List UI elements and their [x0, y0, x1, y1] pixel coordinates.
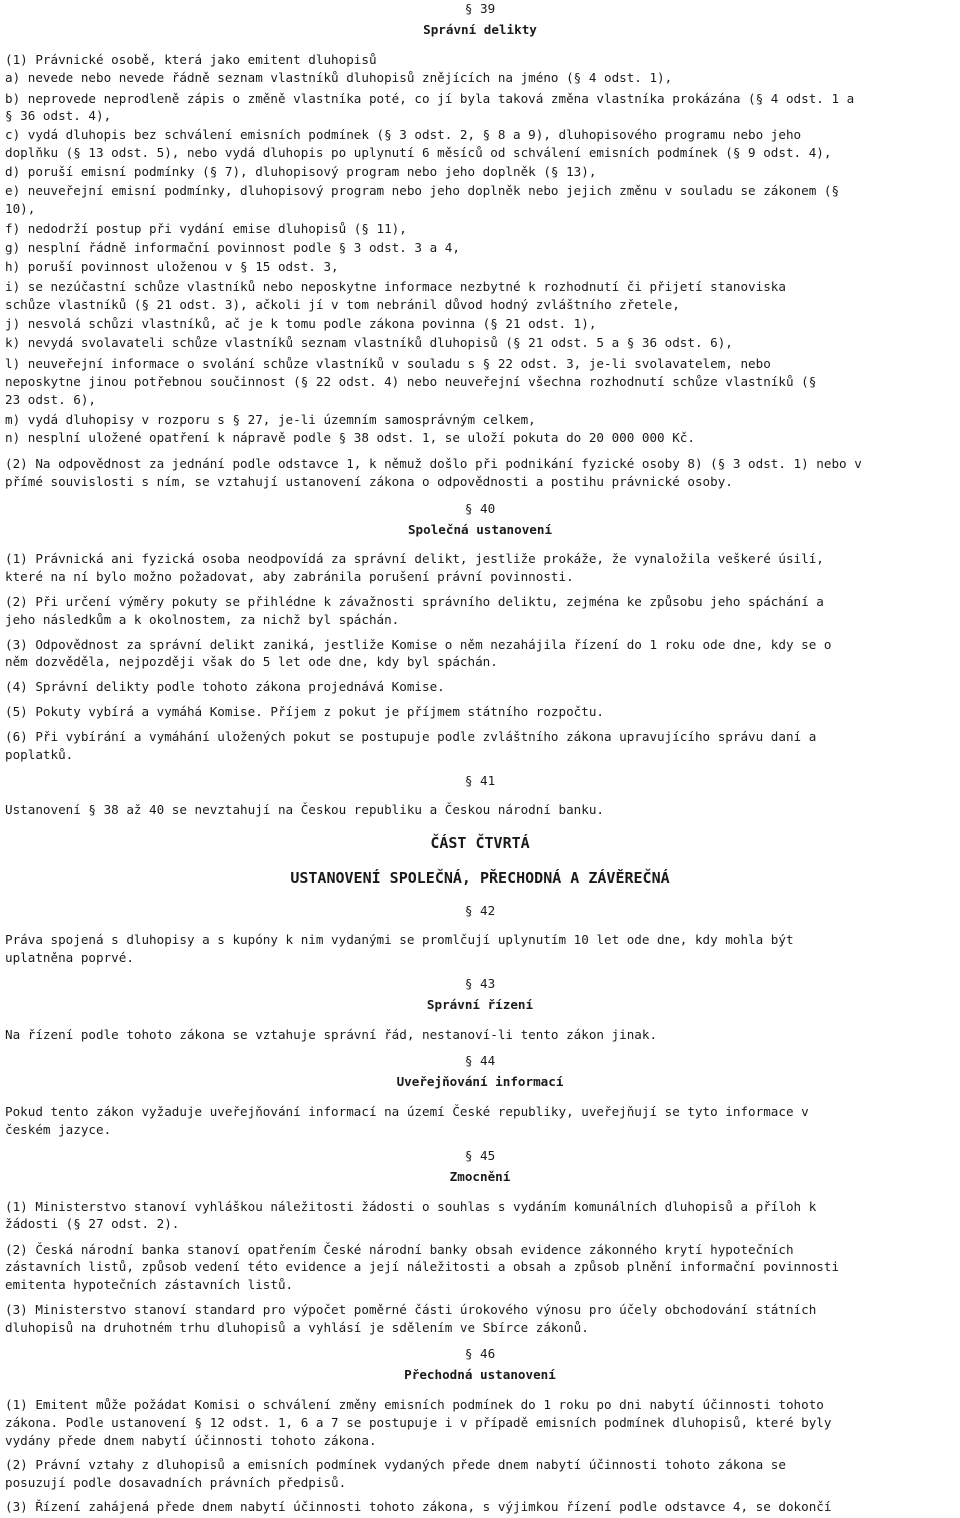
paragraph-line: žádosti (§ 27 odst. 2). — [5, 1216, 180, 1231]
paragraph-line: zástavních listů, způsob vedení této evidence a její náležitosti a obsah a způsob plnění informační povinnosti — [5, 1259, 840, 1274]
paragraph-line: § 36 odst. 4), — [5, 108, 112, 123]
section-title: Správní delikty — [423, 22, 537, 37]
paragraph-line: 23 odst. 6), — [5, 392, 96, 407]
paragraph-line: m) vydá dluhopisy v rozporu s § 27, je-li územním samosprávným celkem, — [5, 412, 536, 427]
section-number: § 39 — [464, 1, 496, 16]
paragraph-line: uplatněna poprvé. — [5, 950, 134, 965]
paragraph-line: 10), — [5, 201, 36, 216]
paragraph-line: neposkytne jinou potřebnou součinnost (§ 22 odst. 4) nebo neuveřejní všechna rozhodnutí schůze vlastníků (§ — [5, 374, 817, 389]
paragraph-line: poplatků. — [5, 747, 74, 762]
paragraph-line: posuzují podle dosavadních právních předpisů. — [5, 1475, 347, 1490]
paragraph-line: zákona. Podle ustanovení § 12 odst. 1, 6 a 7 se postupuje i v případě emisních podmínek dluhopisů, které byly — [5, 1415, 832, 1430]
paragraph-line: (6) Při vybírání a vymáhání uložených pokut se postupuje podle zvláštního zákona upravujícího správu daní a — [5, 729, 817, 744]
paragraph-line: (2) Právní vztahy z dluhopisů a emisních podmínek vydaných přede dnem nabytí účinnosti tohoto zákona se — [5, 1457, 786, 1472]
paragraph-line: n) nesplní uložené opatření k nápravě podle § 38 odst. 1, se uloží pokuta do 20 000 000 Kč. — [5, 430, 695, 445]
paragraph-line: něm dozvěděla, nejpozději však do 5 let ode dne, kdy byl spáchán. — [5, 654, 498, 669]
paragraph-line: (1) Ministerstvo stanoví vyhláškou náležitosti žádosti o souhlas s vydáním komunálních dluhopisů a příloh k — [5, 1199, 817, 1214]
section-title: Zmocnění — [449, 1169, 511, 1184]
paragraph-line: které na ní bylo možno požadovat, aby zabránila porušení právní povinnosti. — [5, 569, 574, 584]
paragraph-line: j) nesvolá schůzi vlastníků, ač je k tomu podle zákona povinna (§ 21 odst. 1), — [5, 316, 597, 331]
section-title: Uveřejňování informací — [396, 1074, 564, 1089]
paragraph-line: Pokud tento zákon vyžaduje uveřejňování informací na území České republiky, uveřejňují se tyto informace v — [5, 1104, 809, 1119]
paragraph-line: (2) Na odpovědnost za jednání podle odstavce 1, k němuž došlo při podnikání fyzické osoby 8) (§ 3 odst. 1) nebo v — [5, 456, 862, 471]
paragraph-line: přímé souvislosti s ním, se vztahují ustanovení zákona o odpovědnosti a postihu právnické osoby. — [5, 474, 733, 489]
paragraph-line: (3) Odpovědnost za správní delikt zaniká, jestliže Komise o něm nezahájila řízení do 1 roku ode dne, kdy se o — [5, 637, 832, 652]
paragraph-line: e) neuveřejní emisní podmínky, dluhopisový program nebo jeho doplněk nebo jejich změnu v souladu se zákonem (§ — [5, 183, 840, 198]
paragraph-line: (4) Správní delikty podle tohoto zákona projednává Komise. — [5, 679, 445, 694]
section-number: § 42 — [464, 903, 496, 918]
paragraph-line: a) nevede nebo nevede řádně seznam vlastníků dluhopisů znějících na jméno (§ 4 odst. 1), — [5, 70, 673, 85]
paragraph-line: (5) Pokuty vybírá a vymáhá Komise. Příjem z pokut je příjmem státního rozpočtu. — [5, 704, 604, 719]
paragraph-line: g) nesplní řádně informační povinnost podle § 3 odst. 3 a 4, — [5, 240, 460, 255]
paragraph-line: Na řízení podle tohoto zákona se vztahuje správní řád, nestanoví-li tento zákon jinak. — [5, 1027, 658, 1042]
paragraph-line: (2) Česká národní banka stanoví opatřením České národní banky obsah evidence zákonného krytí hypotečních — [5, 1242, 794, 1257]
part-subtitle: USTANOVENÍ SPOLEČNÁ, PŘECHODNÁ A ZÁVĚREČNÁ — [290, 869, 670, 887]
section-number: § 40 — [464, 501, 496, 516]
paragraph-line: k) nevydá svolavateli schůze vlastníků seznam vlastníků dluhopisů (§ 21 odst. 5 a § 36 odst. 6), — [5, 335, 733, 350]
part-title: ČÁST ČTVRTÁ — [430, 834, 530, 852]
section-number: § 45 — [464, 1148, 496, 1163]
paragraph-line: (3) Řízení zahájená přede dnem nabytí účinnosti tohoto zákona, s výjimkou řízení podle odstavce 4, se dokončí — [5, 1499, 832, 1514]
paragraph-line: Práva spojená s dluhopisy a s kupóny k nim vydanými se promlčují uplynutím 10 let ode dne, kdy mohla být — [5, 932, 794, 947]
paragraph-line: d) poruší emisní podmínky (§ 7), dluhopisový program nebo jeho doplněk (§ 13), — [5, 164, 597, 179]
paragraph-line: f) nedodrží postup při vydání emise dluhopisů (§ 11), — [5, 221, 407, 236]
section-title: Přechodná ustanovení — [404, 1367, 556, 1382]
section-title: Společná ustanovení — [407, 522, 553, 537]
section-number: § 43 — [464, 976, 496, 991]
paragraph-line: l) neuveřejní informace o svolání schůze vlastníků v souladu s § 22 odst. 3, je-li svolavatelem, nebo — [5, 356, 771, 371]
paragraph-line: (2) Při určení výměry pokuty se přihlédne k závažnosti správního deliktu, zejména ke způsobu jeho spáchání a — [5, 594, 824, 609]
paragraph-line: vydány přede dnem nabytí účinnosti tohoto zákona. — [5, 1433, 377, 1448]
paragraph-line: českém jazyce. — [5, 1122, 112, 1137]
paragraph-line: i) se nezúčastní schůze vlastníků nebo neposkytne informace nezbytné k rozhodnutí či přijetí stanoviska — [5, 279, 786, 294]
paragraph-line: (1) Emitent může požádat Komisi o schválení změny emisních podmínek do 1 roku po dni nabytí účinnosti tohoto — [5, 1397, 824, 1412]
paragraph-line: (3) Ministerstvo stanoví standard pro výpočet poměrné části úrokového výnosu pro účely obchodování státních — [5, 1302, 817, 1317]
paragraph-line: b) neprovede neprodleně zápis o změně vlastníka poté, co jí byla taková změna vlastníka prokázána (§ 4 odst. 1 a — [5, 91, 855, 106]
paragraph-line: doplňku (§ 13 odst. 5), nebo vydá dluhopis po uplynutí 6 měsíců od schválení emisních podmínek (§ 9 odst. 4), — [5, 145, 832, 160]
paragraph-line: c) vydá dluhopis bez schválení emisních podmínek (§ 3 odst. 2, § 8 a 9), dluhopisového programu nebo jeho — [5, 127, 802, 142]
section-title: Správní řízení — [426, 997, 534, 1012]
section-number: § 41 — [464, 773, 496, 788]
paragraph-line: Ustanovení § 38 až 40 se nevztahují na Českou republiku a Českou národní banku. — [5, 802, 604, 817]
paragraph-line: schůze vlastníků (§ 21 odst. 3), ačkoli jí v tom nebránil důvod hodný zvláštního zřetele, — [5, 297, 680, 312]
section-number: § 46 — [464, 1346, 496, 1361]
paragraph-line: jeho následkům a k okolnostem, za nichž byl spáchán. — [5, 612, 400, 627]
section-number: § 44 — [464, 1053, 496, 1068]
paragraph-line: dluhopisů na druhotném trhu dluhopisů a vyhlásí je sdělením ve Sbírce zákonů. — [5, 1320, 589, 1335]
paragraph-line: h) poruší povinnost uloženou v § 15 odst. 3, — [5, 259, 339, 274]
paragraph-line: emitenta hypotečních zástavních listů. — [5, 1277, 294, 1292]
paragraph-line: (1) Právnické osobě, která jako emitent dluhopisů — [5, 52, 377, 67]
paragraph-line: (1) Právnická ani fyzická osoba neodpovídá za správní delikt, jestliže prokáže, že vynaložila veškeré úsilí, — [5, 551, 824, 566]
